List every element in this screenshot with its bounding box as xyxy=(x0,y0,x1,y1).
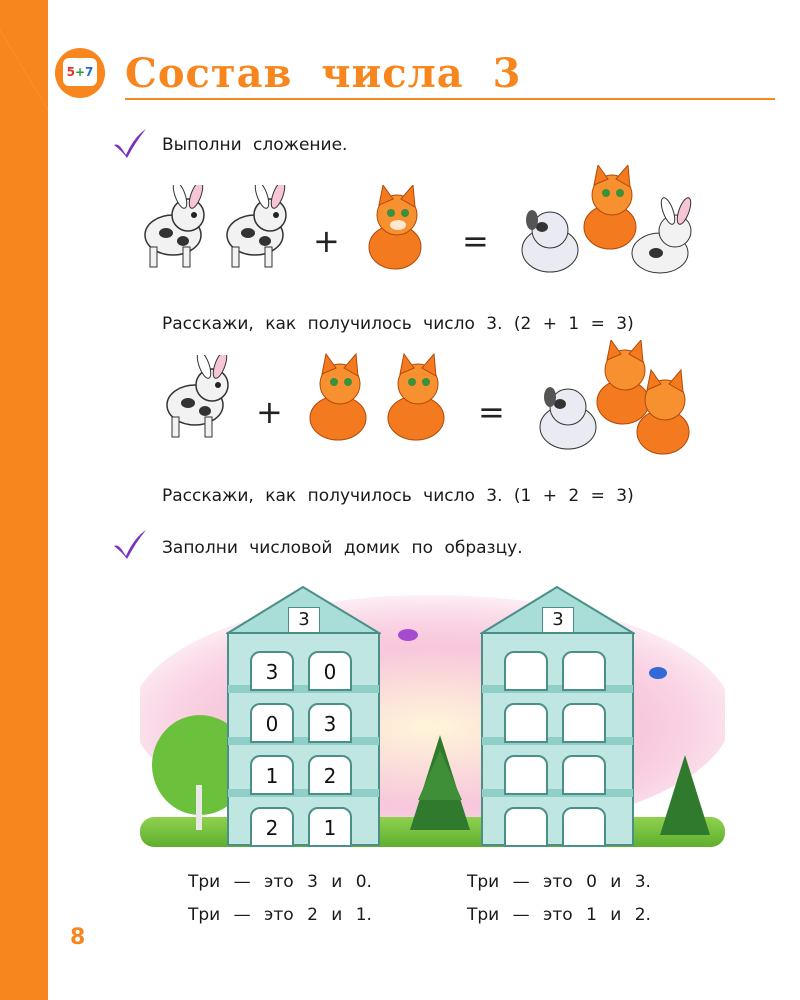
house1-cell[interactable]: 1 xyxy=(308,807,352,847)
badge-label: 5+7 xyxy=(63,58,97,86)
house1-cell[interactable]: 2 xyxy=(308,755,352,795)
answer-left-2: Три — это 2 и 1. xyxy=(188,905,372,925)
house1-cell[interactable]: 2 xyxy=(250,807,294,847)
plus-sign: + xyxy=(313,222,340,260)
number-houses-scene xyxy=(140,585,725,860)
task1-instruction: Выполни сложение. xyxy=(162,135,348,155)
house2-cell[interactable] xyxy=(504,651,548,691)
answer-right-2: Три — это 1 и 2. xyxy=(467,905,651,925)
cat-illustration xyxy=(355,185,435,275)
dog-illustration xyxy=(150,355,245,445)
house1-cell[interactable]: 1 xyxy=(250,755,294,795)
house2-cell[interactable] xyxy=(562,755,606,795)
dogs-pair-illustration xyxy=(128,185,298,275)
answer-right-1: Три — это 0 и 3. xyxy=(467,872,651,892)
page-header xyxy=(55,48,725,103)
checkmark-icon xyxy=(112,528,148,560)
house2-cell[interactable] xyxy=(562,807,606,847)
house1-roof-number: 3 xyxy=(288,607,320,633)
task1-sentence-2: Расскажи, как получилось число 3. (1 + 2 = 3) xyxy=(162,486,634,506)
lesson-badge xyxy=(55,48,105,98)
house1-cell[interactable]: 0 xyxy=(308,651,352,691)
house2-roof-number: 3 xyxy=(542,607,574,633)
task2-instruction: Заполни числовой домик по образцу. xyxy=(162,538,523,558)
mixed-animals-illustration xyxy=(510,165,700,290)
house1-cell[interactable]: 3 xyxy=(308,703,352,743)
page-number: 8 xyxy=(70,925,86,950)
house1-cell[interactable]: 3 xyxy=(250,651,294,691)
house2-cell[interactable] xyxy=(562,703,606,743)
cats-pair-illustration xyxy=(298,352,458,447)
answer-left-1: Три — это 3 и 0. xyxy=(188,872,372,892)
spine-notch xyxy=(0,0,60,120)
plus-sign: + xyxy=(256,393,283,431)
house2-cell[interactable] xyxy=(562,651,606,691)
house2-cell[interactable] xyxy=(504,703,548,743)
house1-cell[interactable]: 0 xyxy=(250,703,294,743)
equals-sign: = xyxy=(478,393,505,431)
task1-sentence-1: Расскажи, как получилось число 3. (2 + 1 = 3) xyxy=(162,314,634,334)
checkmark-icon xyxy=(112,127,148,159)
house2-cell[interactable] xyxy=(504,755,548,795)
title-rule xyxy=(125,98,775,100)
house2-cell[interactable] xyxy=(504,807,548,847)
equals-sign: = xyxy=(462,222,489,260)
mixed-animals-illustration-2 xyxy=(528,340,698,465)
page-spine xyxy=(0,0,48,1000)
page-title: Состав числа 3 xyxy=(125,50,522,97)
